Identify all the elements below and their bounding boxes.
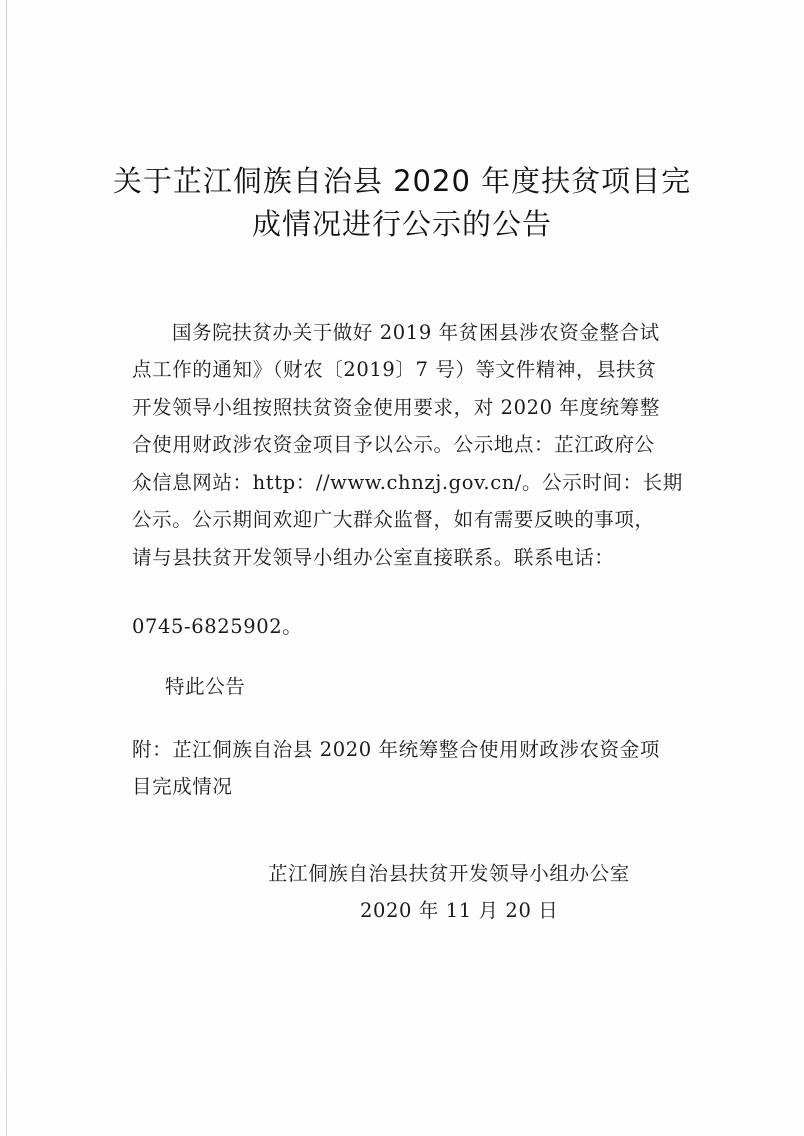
document-title-line-1: 关于芷江侗族自治县 2020 年度扶贫项目完 — [112, 164, 692, 198]
body-line-7: 请与县扶贫开发领导小组办公室直接联系。联系电话： — [132, 546, 615, 569]
attachment-line-1: 附：芷江侗族自治县 2020 年统筹整合使用财政涉农资金项 — [132, 738, 660, 761]
body-line-4: 合使用财政涉农资金项目予以公示。公示地点：芷江政府公 — [132, 433, 655, 456]
body-line-1: 国务院扶贫办关于做好 2019 年贫困县涉农资金整合试 — [172, 321, 660, 344]
body-line-6: 公示。公示期间欢迎广大群众监督，如有需要反映的事项， — [132, 508, 655, 531]
closing-statement: 特此公告 — [165, 675, 246, 698]
signature-date: 2020 年 11 月 20 日 — [360, 899, 559, 922]
document-title-line-2: 成情况进行公示的公告 — [251, 207, 552, 241]
signature-organization: 芷江侗族自治县扶贫开发领导小组办公室 — [268, 862, 630, 885]
body-line-2: 点工作的通知》（财农〔2019〕7 号）等文件精神，县扶贫 — [132, 358, 657, 381]
body-line-5: 众信息网站：http：//www.chnzj.gov.cn/。公示时间：长期 — [132, 471, 683, 494]
body-line-3: 开发领导小组按照扶贫资金使用要求，对 2020 年度统筹整 — [132, 396, 660, 419]
attachment-line-2: 目完成情况 — [132, 775, 233, 798]
body-line-8: 0745-6825902。 — [132, 615, 303, 638]
